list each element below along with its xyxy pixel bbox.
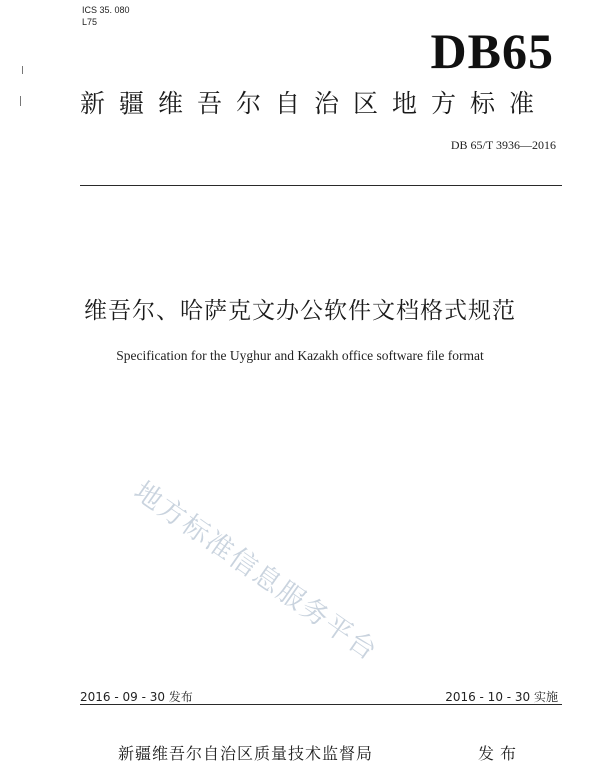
ccs-code: L75 [82, 17, 98, 27]
classification-codes [82, 4, 130, 28]
issue-label: 发布 [478, 744, 523, 763]
implementation-date: 2016 - 10 - 30 实施 [445, 690, 558, 704]
document-title-english: Specification for the Uyghur and Kazakh office software file format [116, 348, 484, 363]
ics-code: ICS 35. 080 [82, 5, 130, 15]
scan-mark [20, 96, 21, 106]
top-divider [80, 185, 562, 186]
db-logo: DB65 [430, 23, 554, 79]
bottom-divider [80, 704, 562, 705]
document-title-chinese: 维吾尔、哈萨克文办公软件文档格式规范 [84, 298, 516, 324]
watermark: 地方标准信息服务平台 [128, 475, 384, 668]
issue-date: 2016 - 09 - 30 发布 [80, 690, 193, 704]
issuing-authority: 新疆维吾尔自治区质量技术监督局 [118, 744, 374, 763]
standard-number: DB 65/T 3936—2016 [450, 138, 556, 152]
standard-authority: 新疆维吾尔自治区地方标准 [80, 89, 549, 118]
scan-mark [22, 66, 23, 74]
